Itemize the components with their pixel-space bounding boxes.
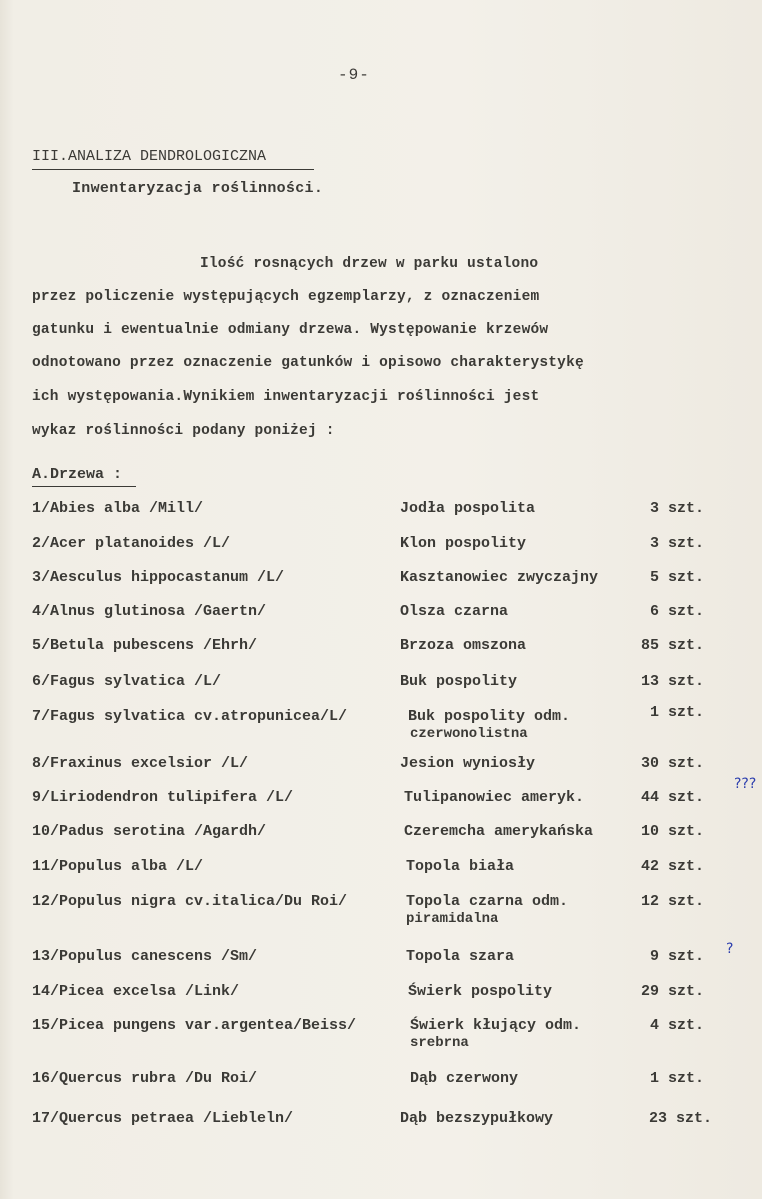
tree-count: 44 szt. [640, 789, 704, 806]
tree-polish-name: Jodła pospolita [400, 500, 536, 517]
tree-row [0, 704, 762, 748]
tree-row [0, 535, 762, 565]
tree-latin-name: 11/Populus alba /L/ [32, 858, 204, 875]
section-title: III.ANALIZA DENDROLOGICZNA [32, 148, 267, 165]
paragraph-line: przez policzenie występujących egzemplarzy, z oznaczeniem [32, 289, 540, 305]
tree-row [0, 500, 762, 530]
paragraph-line: odnotowano przez oznaczenie gatunków i opisowo charakterystykę [32, 355, 584, 371]
tree-polish-name: Świerk kłujący odm. [410, 1017, 582, 1034]
tree-latin-name: 9/Liriodendron tulipifera /L/ [32, 789, 294, 806]
tree-count: 1 szt. [649, 704, 704, 721]
tree-polish-name: Dąb czerwony [410, 1070, 519, 1087]
tree-count: 23 szt. [648, 1110, 712, 1127]
tree-polish-name: Świerk pospolity [408, 983, 553, 1000]
tree-latin-name: 10/Padus serotina /Agardh/ [32, 823, 267, 840]
tree-latin-name: 17/Quercus petraea /Liebleln/ [32, 1110, 294, 1127]
tree-row [0, 755, 762, 785]
tree-count: 29 szt. [640, 983, 704, 1000]
tree-latin-name: 1/Abies alba /Mill/ [32, 500, 204, 517]
tree-latin-name: 5/Betula pubescens /Ehrh/ [32, 637, 258, 654]
paragraph-line: gatunku i ewentualnie odmiany drzewa. Występowanie krzewów [32, 322, 549, 338]
paragraph-line: ich występowania.Wynikiem inwentaryzacji roślinności jest [32, 389, 540, 405]
tree-polish-name-cont: srebrna [410, 1035, 469, 1051]
tree-polish-name: Jesion wyniosły [400, 755, 536, 772]
section-title-underline [32, 169, 314, 170]
tree-row [0, 673, 762, 703]
paragraph-line: Ilość rosnących drzew w parku ustalono [200, 256, 539, 272]
tree-count: 42 szt. [640, 858, 704, 875]
tree-row [0, 603, 762, 633]
tree-latin-name: 7/Fagus sylvatica cv.atropunicea/L/ [32, 708, 348, 725]
tree-latin-name: 13/Populus canescens /Sm/ [32, 948, 258, 965]
tree-count: 30 szt. [640, 755, 704, 772]
tree-polish-name-cont: czerwonolistna [410, 726, 528, 742]
tree-row [0, 948, 762, 978]
tree-latin-name: 3/Aesculus hippocastanum /L/ [32, 569, 285, 586]
tree-latin-name: 14/Picea excelsa /Link/ [32, 983, 240, 1000]
tree-count: 4 szt. [649, 1017, 704, 1034]
subheading: A.Drzewa : [32, 466, 123, 483]
tree-count: 13 szt. [640, 673, 704, 690]
subheading-underline [32, 486, 136, 487]
tree-polish-name: Tulipanowiec ameryk. [404, 789, 585, 806]
tree-row [0, 1017, 762, 1061]
tree-row [0, 823, 762, 853]
tree-polish-name-cont: piramidalna [406, 911, 499, 927]
tree-polish-name: Olsza czarna [400, 603, 509, 620]
handwritten-question-mark: ? [726, 941, 734, 957]
tree-latin-name: 16/Quercus rubra /Du Roi/ [32, 1070, 258, 1087]
tree-row [0, 983, 762, 1013]
tree-polish-name: Dąb bezszypułkowy [400, 1110, 554, 1127]
tree-latin-name: 12/Populus nigra cv.italica/Du Roi/ [32, 893, 348, 910]
tree-count: 1 szt. [649, 1070, 704, 1087]
page-number: -9- [338, 66, 370, 84]
tree-polish-name: Klon pospolity [400, 535, 527, 552]
tree-row [0, 637, 762, 667]
tree-count: 10 szt. [640, 823, 704, 840]
tree-count: 6 szt. [649, 603, 704, 620]
tree-row [0, 893, 762, 937]
paragraph-line: wykaz roślinności podany poniżej : [32, 423, 335, 439]
tree-polish-name: Brzoza omszona [400, 637, 527, 654]
tree-count: 9 szt. [649, 948, 704, 965]
tree-polish-name: Topola szara [406, 948, 515, 965]
tree-latin-name: 8/Fraxinus excelsior /L/ [32, 755, 249, 772]
tree-row [0, 1110, 762, 1140]
tree-polish-name: Topola czarna odm. [406, 893, 569, 910]
tree-row [0, 569, 762, 599]
tree-latin-name: 6/Fagus sylvatica /L/ [32, 673, 222, 690]
tree-row [0, 858, 762, 888]
tree-polish-name: Buk pospolity odm. [408, 708, 571, 725]
tree-count: 12 szt. [640, 893, 704, 910]
tree-polish-name: Kasztanowiec zwyczajny [400, 569, 599, 586]
tree-latin-name: 4/Alnus glutinosa /Gaertn/ [32, 603, 267, 620]
tree-count: 3 szt. [649, 535, 704, 552]
tree-latin-name: 2/Acer platanoides /L/ [32, 535, 231, 552]
tree-polish-name: Topola biała [406, 858, 515, 875]
tree-polish-name: Buk pospolity [400, 673, 518, 690]
tree-row [0, 1070, 762, 1100]
tree-count: 5 szt. [649, 569, 704, 586]
tree-row [0, 789, 762, 819]
handwritten-question-mark: ??? [734, 776, 757, 792]
subtitle: Inwentaryzacja roślinności. [72, 180, 324, 197]
tree-count: 3 szt. [649, 500, 704, 517]
tree-latin-name: 15/Picea pungens var.argentea/Beiss/ [32, 1017, 357, 1034]
tree-polish-name: Czeremcha amerykańska [404, 823, 594, 840]
tree-count: 85 szt. [640, 637, 704, 654]
